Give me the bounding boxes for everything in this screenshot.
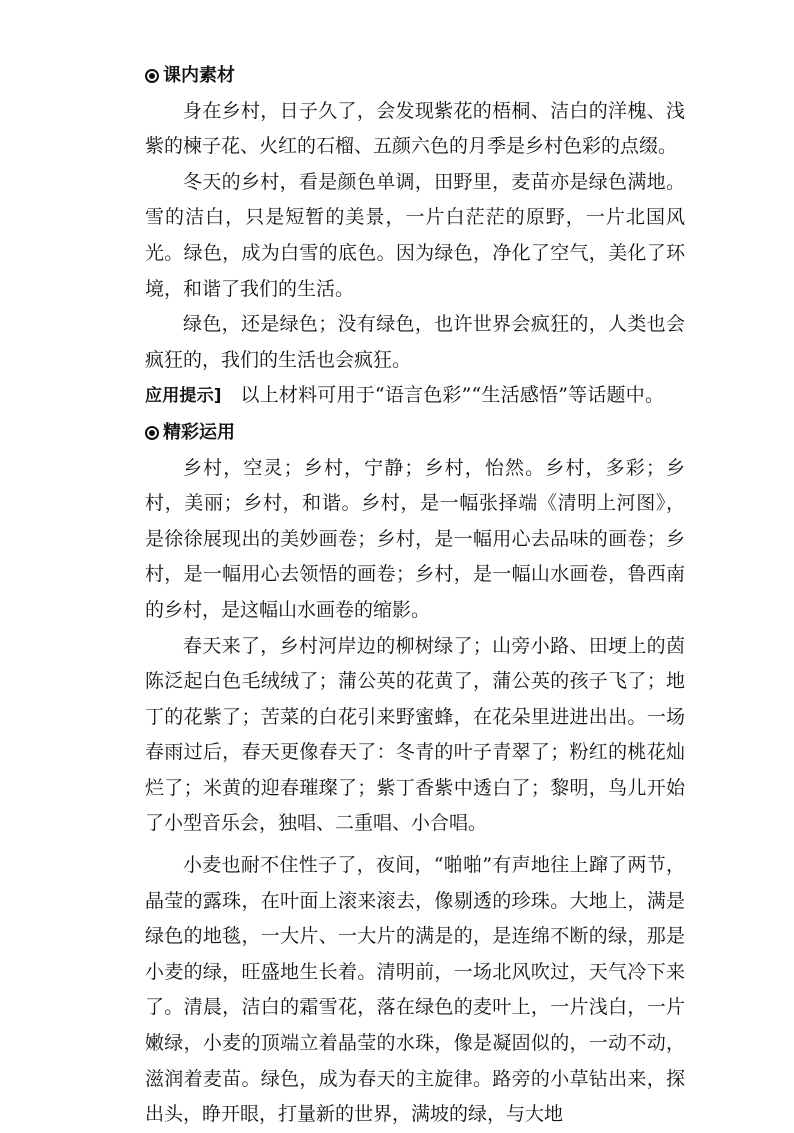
tip-label: 应用提示] [145,386,222,407]
paragraph: 冬天的乡村，看是颜色单调，田野里，麦苗亦是绿色满地。雪的洁白，只是短暂的美景，一片白茫茫的原野，一片北国风光。绿色，成为白雪的底色。因为绿色，净化了空气，美化了环境，和谐了我们的生活。 [145,170,685,300]
bullet-circle-icon [145,69,159,83]
section-heading-text: 精彩运用 [163,421,235,443]
section-heading-excellent-use [145,415,685,451]
tip-text: 以上材料可用于“语言色彩”“生活感悟”等话题中。 [240,384,665,407]
document-body [145,58,685,1133]
paragraph: 绿色，还是绿色；没有绿色，也许世界会疯狂的，人类也会疯狂的，我们的生活也会疯狂。 [145,313,685,371]
section-heading-text: 课内素材 [163,65,235,86]
paragraph: 身在乡村，日子久了，会发现紫花的梧桐、洁白的洋槐、浅紫的楝子花、火红的石榴、五颜六色的月季是乡村色彩的点缀。 [145,99,685,158]
paragraph: 小麦也耐不住性子了，夜间，“啪啪”有声地往上蹿了两节，晶莹的露珠，在叶面上滚来滚去，像剔透的珍珠。大地上，满是绿色的地毯，一大片、一大片的满是的，是连绵不断的绿，那是小麦的绿，旺盛地生长着。清明前，一场北风吹过，天气冷下来了。清晨，洁白的霜雪花，落在绿色的麦叶上，一片浅白，一片嫩绿，小麦的顶端立着晶莹的水珠，像是凝固似的，一动不动，滋润着麦苗。绿色，成为春天的主旋律。路旁的小草钻出来，探出头，睁开眼，打量新的世界，满坡的绿，与大地 [145,854,685,1126]
bullet-circle-icon [145,426,159,440]
paragraph: 春天来了，乡村河岸边的柳树绿了；山旁小路、田埂上的茵陈泛起白色毛绒绒了；蒲公英的花黄了，蒲公英的孩子飞了；地丁的花紫了；苦菜的白花引来野蜜蜂，在花朵里进进出出。一场春雨过后，春天更像春天了：冬青的叶子青翠了；粉红的桃花灿烂了；米黄的迎春璀璨了；紫丁香紫中透白了；黎明，鸟儿开始了小型音乐会，独唱、二重唱、小合唱。 [145,634,685,835]
application-tip [145,378,685,415]
section-heading-course-material [145,58,685,94]
paragraph: 乡村，空灵；乡村，宁静；乡村，怡然。乡村，多彩；乡村，美丽；乡村，和谐。乡村，是一幅张择端《清明上河图》，是徐徐展现出的美妙画卷；乡村，是一幅用心去品味的画卷；乡村，是一幅用心去领悟的画卷；乡村，是一幅山水画卷，鲁西南的乡村，是这幅山水画卷的缩影。 [145,456,685,621]
